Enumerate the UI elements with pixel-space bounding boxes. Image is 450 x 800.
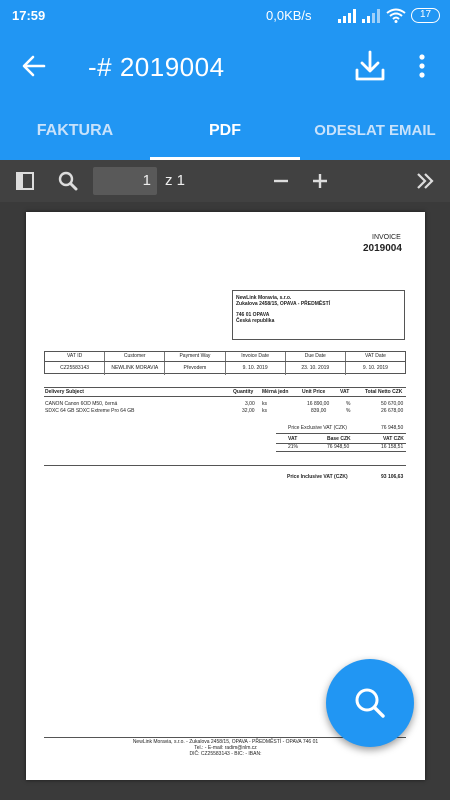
info-customer: NEWLINK MORAVIA — [105, 362, 165, 375]
item-1-subject: CANON Canon 6OD M50, černá — [45, 401, 118, 407]
more-vertical-icon[interactable] — [412, 52, 432, 80]
info-col-vat-date: VAT Date — [365, 353, 386, 359]
vat-rate: 21% — [288, 444, 299, 450]
app-bar — [0, 32, 450, 102]
status-time: 17:59 — [12, 8, 46, 23]
footer-line-3: DIČ: CZ25583143 - BIC: - IBAN: — [189, 751, 262, 757]
search-icon[interactable] — [58, 171, 78, 191]
item-2-subject: SDXC 64 GB SDXC Extreme Pro 64 GB — [45, 408, 135, 414]
recipient-box — [232, 290, 405, 340]
arrow-left-icon[interactable] — [20, 52, 48, 80]
price-excl-value: 76 948,50 — [381, 425, 404, 431]
signal-icon-2 — [362, 9, 380, 23]
info-value-row — [45, 362, 405, 375]
zoom-in-icon[interactable] — [311, 172, 329, 190]
info-col-vat-id: VAT ID — [45, 352, 105, 361]
recipient-street: Zukalova 2458/15, OPAVA - PŘEDMĚSTÍ — [236, 301, 331, 307]
download-icon[interactable] — [352, 48, 388, 84]
price-incl-value: 93 106,63 — [381, 474, 404, 480]
search-fab-button[interactable] — [326, 659, 414, 747]
vat-base: 76 948,50 — [327, 444, 350, 450]
search-icon — [326, 659, 414, 747]
info-invoice-date: 9. 10. 2019 — [226, 362, 286, 375]
info-payment: Převodem — [165, 362, 225, 375]
vat-col-base: Base CZK — [327, 436, 351, 442]
info-header-row — [45, 352, 405, 361]
price-incl-label: Price Inclusive VAT (CZK) — [287, 474, 348, 480]
info-col-invoice-date: Invoice Date — [226, 352, 286, 361]
recipient-city: 746 01 OPAVA — [236, 312, 270, 318]
vat-amount: 16 158,51 — [381, 444, 404, 450]
items-col-total: Total Netto CZK — [365, 389, 403, 395]
items-col-unit-price: Unit Price — [302, 389, 326, 395]
page-count: z 1 — [165, 172, 186, 189]
items-col-subject: Delivery Subject — [45, 389, 84, 395]
info-col-customer: Customer — [105, 352, 165, 361]
tab-odeslat-email[interactable]: ODESLAT EMAIL — [314, 122, 436, 139]
item-2-unit: ks — [262, 408, 267, 414]
invoice-label: INVOICE — [372, 234, 401, 241]
item-1-price: 16 890,00 — [307, 401, 330, 407]
item-2-vat: % — [346, 408, 351, 414]
tab-faktura[interactable]: FAKTURA — [36, 122, 114, 139]
page-title: -# 2019004 — [88, 52, 225, 82]
info-col-payment: Payment Way — [165, 352, 225, 361]
info-col-due-date: Due Date — [286, 352, 346, 361]
items-col-vat: VAT — [340, 389, 350, 395]
info-vat-id: CZ25583143 — [45, 362, 105, 375]
pdf-toolbar — [0, 160, 450, 202]
sidebar-toggle-icon[interactable] — [16, 172, 34, 190]
invoice-number: 2019004 — [363, 243, 402, 254]
item-2-price: 839,00 — [311, 408, 327, 414]
tab-pdf[interactable]: PDF — [209, 122, 241, 139]
signal-icon — [338, 9, 356, 23]
recipient-name: NewLink Moravia, s.r.o. — [236, 295, 292, 301]
zoom-out-icon[interactable] — [272, 172, 290, 190]
wifi-icon — [386, 8, 406, 23]
price-excl-label: Price Exclusive VAT (CZK) — [288, 425, 347, 431]
vat-col-rate: VAT — [288, 436, 298, 442]
item-1-total: 50 670,00 — [381, 401, 404, 407]
item-1-unit: ks — [262, 401, 267, 407]
battery-icon: 17 — [411, 8, 440, 23]
tab-bar — [0, 102, 450, 160]
page-number-input[interactable]: 1 — [93, 167, 157, 195]
items-col-unit: Měrná jedn — [262, 389, 289, 395]
network-speed: 0,0KB/s — [266, 8, 312, 23]
status-bar — [0, 0, 450, 32]
item-2-total: 26 678,00 — [381, 408, 404, 414]
invoice-info-table — [44, 351, 406, 374]
item-1-vat: % — [346, 401, 351, 407]
vat-col-vat: VAT CZK — [383, 436, 404, 442]
info-vat-date: 9. 10. 2019 — [362, 365, 388, 371]
double-chevron-right-icon[interactable] — [415, 172, 435, 190]
info-due-date: 23. 10. 2019 — [286, 362, 346, 375]
footer-line-1: NewLink Moravia, s.r.o. - Zukalova 2458/15, OPAVA - PŘEDMĚSTÍ - OPAVA 746 01 — [132, 739, 319, 745]
recipient-country: Česká republika — [236, 318, 275, 324]
item-1-qty: 3,00 — [245, 401, 255, 407]
footer-line-2: Tel.: - E-mail: radim@nlm.cz — [194, 745, 257, 751]
item-2-qty: 32,00 — [242, 408, 255, 414]
items-col-quantity: Quantity — [233, 389, 254, 395]
